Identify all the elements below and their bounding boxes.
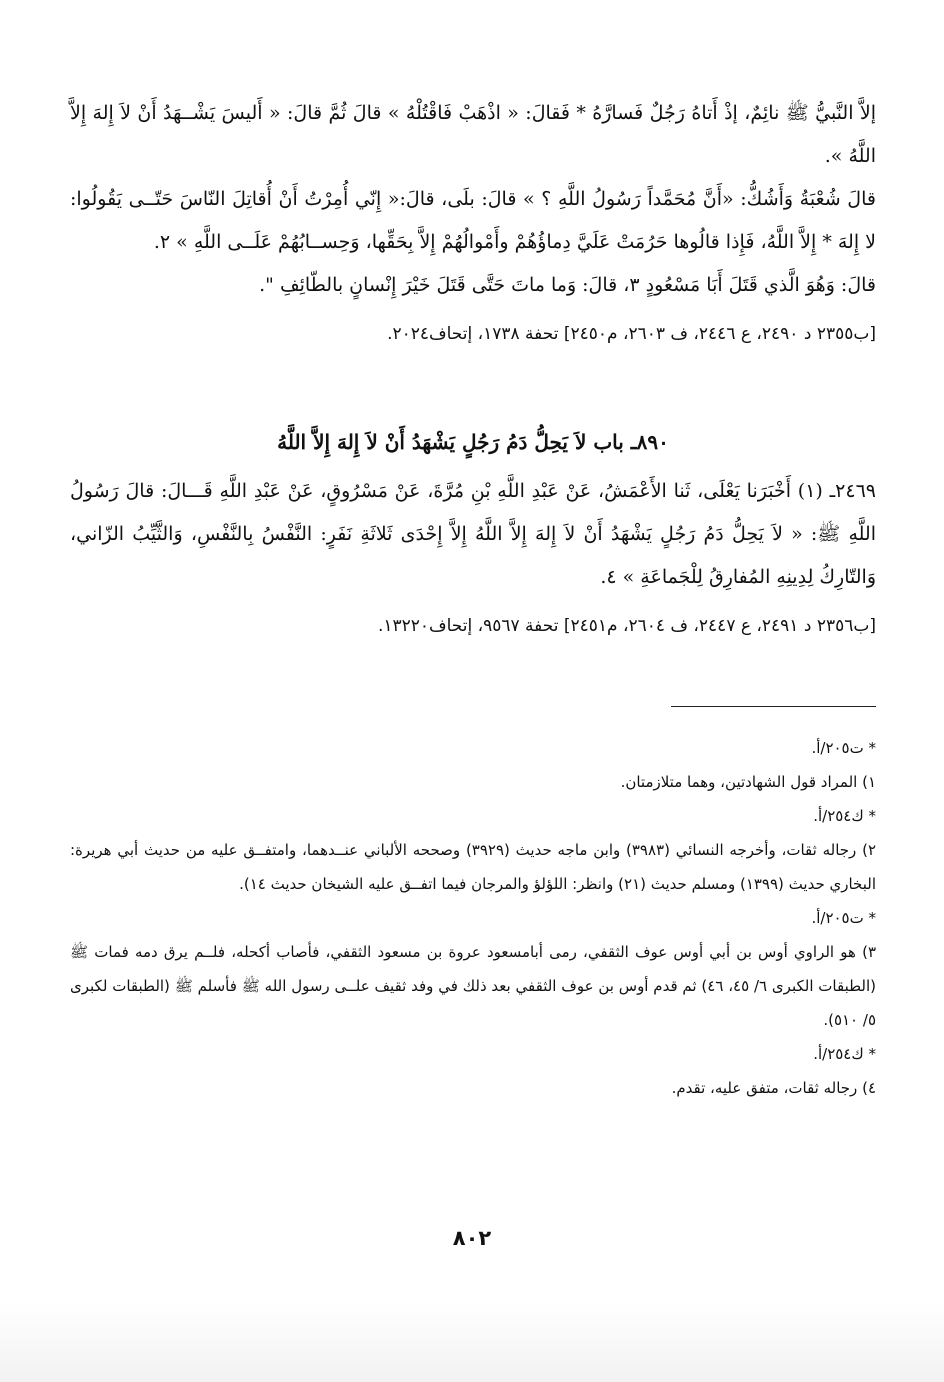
page-content <box>70 92 876 1105</box>
page-number: ٨٠٢ <box>452 1226 492 1250</box>
footnote-marker: * ك٢٥٤/أ. <box>813 1045 876 1063</box>
hadith-continuation: إلاَّ النَّبيُّ ﷺ نائِمٌ، إذْ أَتاهُ رَجُلٌ فَسارَّهُ * فَقالَ: « اذْهَبْ فَاقْتُلْهُ » قالَ ثُمَّ قالَ: « أَليسَ يَشْــهَدُ أَنْ لاَ إِلهَ إِلاَّ اللَّهُ ». <box>70 102 876 167</box>
footnote-marker: * ك٢٥٤/أ. <box>813 807 876 825</box>
reference-line: [ب٢٣٥٦ د ٢٤٩١، ع ٢٤٤٧، ف ٢٦٠٤، م٢٤٥١] تحفة ٩٥٦٧، إتحاف١٣٢٢٠. <box>377 616 876 636</box>
reference-line: [ب٢٣٥٥ د ٢٤٩٠، ع ٢٤٤٦، ف ٢٦٠٣، م٢٤٥٠] تحفة ١٧٣٨، إتحاف٢٠٢٤. <box>387 324 876 344</box>
hadith-paragraph: قالَ شُعْبَةُ وَأَشُكُّ: «أَنَّ مُحَمَّداً رَسُولُ اللَّهِ ؟ » قالَ: بلَى، قالَ:« إِنّي أُمِرْتُ أَنْ أُقاتِلَ النّاسَ حَتّــى يَقُولُوا: لا إِلهَ * إِلاَّ اللَّهُ، فَإِذا قالُوها حَرُمَتْ عَلَيَّ دِماؤُهُمْ وأَمْوالُهُمْ إِلاَّ بِحَقِّها، وَحِســابُهُمْ عَلَــى اللَّهِ » ٢. <box>70 188 876 253</box>
footnote: ٣) هو الراوي أوس بن أبي أوس عوف الثقفي، رمى أبامسعود عروة بن مسعود الثقفي، فأصاب أكحله، فلــم يرق دمه فمات ﷺ (الطبقات الكبرى ٦/ ٤٥، ٤٦) ثم قدم أوس بن عوف الثقفي بعد ذلك في وفد ثقيف علــى رسول الله ﷺ فأسلم ﷺ (الطبقات لكبرى ٥/ ٥١٠). <box>70 943 877 1029</box>
footnote-separator <box>671 706 876 707</box>
main-text <box>70 92 876 356</box>
footnotes <box>70 731 876 1105</box>
footnote: ١) المراد قول الشهادتين، وهما متلازمتان. <box>620 773 876 791</box>
hadith-text <box>70 470 876 648</box>
page-bottom-shade <box>0 1300 944 1382</box>
footnote: ٤) رجاله ثقات، متفق عليه، تقدم. <box>671 1079 876 1097</box>
hadith-paragraph: ٢٤٦٩ـ (١) أَخْبَرَنا يَعْلَى، ثَنا الأَعْمَشُ، عَنْ عَبْدِ اللَّهِ بْنِ مُرَّةَ، عَنْ مَسْرُوقٍ، عَنْ عَبْدِ اللَّهِ قَـــالَ: قالَ رَسُولُ اللَّهِ ﷺ: « لاَ يَحِلُّ دَمُ رَجُلٍ يَشْهَدُ أَنْ لاَ إِلهَ إِلاَّ اللَّهُ إِلاَّ إِحْدَى ثَلاثَةِ نَفَرٍ: النَّفْسُ بِالنَّفْسِ، وَالثَّيِّبُ الزّاني، وَالتّارِكُ لِدِينِهِ المُفارِقُ لِلْجَماعَةِ » ٤. <box>70 480 876 588</box>
footnote: ٢) رجاله ثقات، وأخرجه النسائي (٣٩٨٣) وابن ماجه حديث (٣٩٢٩) وصححه الألباني عنــدهما، وامتفــق عليه من حديث أبي هريرة: البخاري حديث (١٣٩٩) ومسلم حديث (٢١) وانظر: اللؤلؤ والمرجان فيما اتفــق عليه الشيخان حديث ١٤). <box>70 841 876 893</box>
hadith-paragraph: قالَ: وَهُوَ الَّذي قَتَلَ أَبَا مَسْعُودٍ ٣، قالَ: وَما ماتَ حَتَّى قَتَلَ خَيْرَ إِنْسانٍ بالطّائِفِ ". <box>259 274 876 296</box>
footnote-marker: * ت٢٠٥/أ. <box>811 739 876 757</box>
chapter-heading: ٨٩٠ـ باب لاَ يَحِلُّ دَمُ رَجُلٍ يَشْهَدُ أَنْ لاَ إِلهَ إِلاَّ اللَّهُ <box>277 430 669 454</box>
footnote-marker: * ت٢٠٥/أ. <box>811 909 876 927</box>
